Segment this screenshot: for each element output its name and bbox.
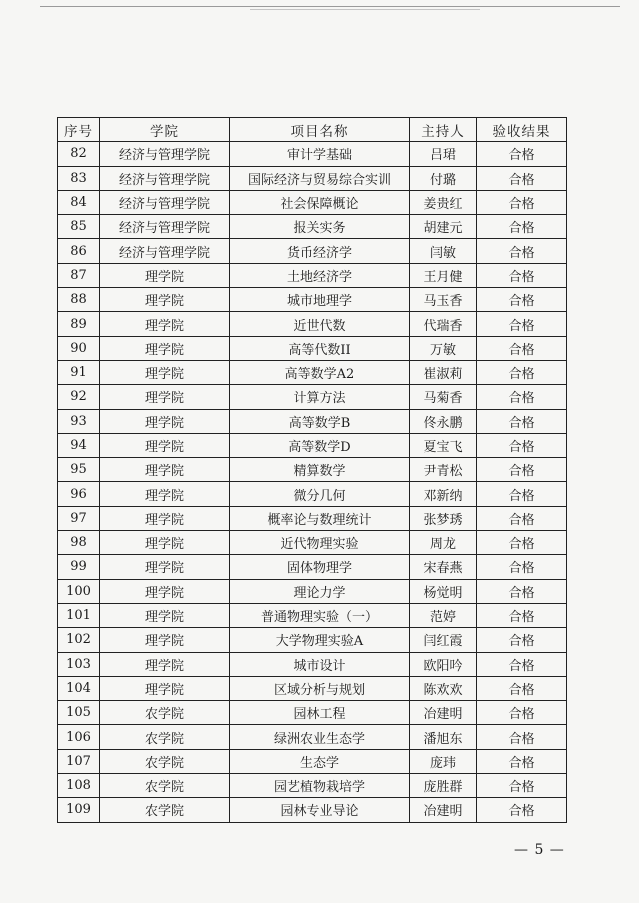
cell-college: 农学院 xyxy=(100,774,230,798)
cell-project: 报关实务 xyxy=(230,215,410,239)
cell-college: 理学院 xyxy=(100,579,230,603)
cell-host: 马玉香 xyxy=(410,288,477,312)
cell-no: 107 xyxy=(58,749,100,773)
cell-result: 合格 xyxy=(477,458,567,482)
cell-result: 合格 xyxy=(477,701,567,725)
cell-host: 胡建元 xyxy=(410,215,477,239)
cell-no: 87 xyxy=(58,263,100,287)
table-header-row xyxy=(58,118,567,142)
cell-project: 生态学 xyxy=(230,749,410,773)
cell-no: 100 xyxy=(58,579,100,603)
cell-host: 冶建明 xyxy=(410,701,477,725)
table-row xyxy=(58,166,567,190)
table-row xyxy=(58,215,567,239)
table-row xyxy=(58,190,567,214)
cell-project: 高等代数II xyxy=(230,336,410,360)
cell-college: 农学院 xyxy=(100,725,230,749)
cell-host: 闫红霞 xyxy=(410,628,477,652)
table-row xyxy=(58,579,567,603)
cell-no: 89 xyxy=(58,312,100,336)
cell-college: 经济与管理学院 xyxy=(100,215,230,239)
cell-project: 概率论与数理统计 xyxy=(230,506,410,530)
cell-no: 86 xyxy=(58,239,100,263)
table-row xyxy=(58,798,567,822)
cell-project: 精算数学 xyxy=(230,458,410,482)
cell-host: 周龙 xyxy=(410,531,477,555)
cell-host: 邓新纳 xyxy=(410,482,477,506)
header-no: 序号 xyxy=(58,118,100,142)
cell-project: 社会保障概论 xyxy=(230,190,410,214)
cell-college: 理学院 xyxy=(100,360,230,384)
cell-project: 园林专业导论 xyxy=(230,798,410,822)
cell-no: 93 xyxy=(58,409,100,433)
cell-result: 合格 xyxy=(477,628,567,652)
table-row xyxy=(58,506,567,530)
table-row xyxy=(58,701,567,725)
cell-no: 109 xyxy=(58,798,100,822)
cell-host: 姜贵红 xyxy=(410,190,477,214)
cell-no: 97 xyxy=(58,506,100,530)
cell-project: 理论力学 xyxy=(230,579,410,603)
cell-host: 庞胜群 xyxy=(410,774,477,798)
cell-project: 绿洲农业生态学 xyxy=(230,725,410,749)
cell-college: 理学院 xyxy=(100,652,230,676)
cell-result: 合格 xyxy=(477,725,567,749)
cell-result: 合格 xyxy=(477,579,567,603)
cell-host: 尹青松 xyxy=(410,458,477,482)
cell-result: 合格 xyxy=(477,749,567,773)
header-project: 项目名称 xyxy=(230,118,410,142)
cell-college: 农学院 xyxy=(100,701,230,725)
cell-result: 合格 xyxy=(477,142,567,166)
cell-host: 马菊香 xyxy=(410,385,477,409)
cell-college: 理学院 xyxy=(100,531,230,555)
cell-host: 夏宝飞 xyxy=(410,433,477,457)
cell-project: 高等数学D xyxy=(230,433,410,457)
table-row xyxy=(58,263,567,287)
cell-result: 合格 xyxy=(477,215,567,239)
cell-host: 冶建明 xyxy=(410,798,477,822)
cell-college: 理学院 xyxy=(100,385,230,409)
cell-college: 理学院 xyxy=(100,312,230,336)
cell-college: 理学院 xyxy=(100,288,230,312)
cell-no: 84 xyxy=(58,190,100,214)
cell-host: 欧阳吟 xyxy=(410,652,477,676)
cell-host: 潘旭东 xyxy=(410,725,477,749)
cell-result: 合格 xyxy=(477,482,567,506)
cell-result: 合格 xyxy=(477,385,567,409)
table-row xyxy=(58,531,567,555)
cell-result: 合格 xyxy=(477,555,567,579)
cell-no: 101 xyxy=(58,603,100,627)
cell-host: 代瑞香 xyxy=(410,312,477,336)
cell-college: 经济与管理学院 xyxy=(100,239,230,263)
cell-host: 闫敏 xyxy=(410,239,477,263)
cell-project: 计算方法 xyxy=(230,385,410,409)
cell-project: 城市设计 xyxy=(230,652,410,676)
cell-result: 合格 xyxy=(477,506,567,530)
cell-college: 经济与管理学院 xyxy=(100,190,230,214)
table-row xyxy=(58,555,567,579)
cell-result: 合格 xyxy=(477,774,567,798)
cell-host: 崔淑莉 xyxy=(410,360,477,384)
cell-project: 普通物理实验（一） xyxy=(230,603,410,627)
cell-no: 103 xyxy=(58,652,100,676)
cell-result: 合格 xyxy=(477,360,567,384)
cell-project: 固体物理学 xyxy=(230,555,410,579)
cell-result: 合格 xyxy=(477,166,567,190)
cell-no: 105 xyxy=(58,701,100,725)
cell-project: 货币经济学 xyxy=(230,239,410,263)
cell-no: 98 xyxy=(58,531,100,555)
cell-no: 95 xyxy=(58,458,100,482)
scan-edge-line xyxy=(40,6,620,7)
cell-result: 合格 xyxy=(477,288,567,312)
cell-host: 庞玮 xyxy=(410,749,477,773)
header-college: 学院 xyxy=(100,118,230,142)
table-row xyxy=(58,628,567,652)
cell-project: 大学物理实验A xyxy=(230,628,410,652)
cell-project: 审计学基础 xyxy=(230,142,410,166)
cell-result: 合格 xyxy=(477,312,567,336)
table-row xyxy=(58,409,567,433)
cell-college: 理学院 xyxy=(100,628,230,652)
cell-no: 94 xyxy=(58,433,100,457)
cell-college: 理学院 xyxy=(100,433,230,457)
cell-college: 理学院 xyxy=(100,409,230,433)
cell-host: 范婷 xyxy=(410,603,477,627)
cell-no: 91 xyxy=(58,360,100,384)
cell-project: 高等数学B xyxy=(230,409,410,433)
scan-edge-line xyxy=(250,9,480,10)
cell-no: 108 xyxy=(58,774,100,798)
acceptance-results-table xyxy=(57,117,567,823)
table-row xyxy=(58,725,567,749)
table-row xyxy=(58,312,567,336)
cell-result: 合格 xyxy=(477,263,567,287)
cell-result: 合格 xyxy=(477,652,567,676)
cell-result: 合格 xyxy=(477,798,567,822)
cell-host: 陈欢欢 xyxy=(410,676,477,700)
cell-host: 万敏 xyxy=(410,336,477,360)
table-row xyxy=(58,749,567,773)
table-row xyxy=(58,142,567,166)
cell-college: 经济与管理学院 xyxy=(100,142,230,166)
cell-project: 微分几何 xyxy=(230,482,410,506)
cell-college: 理学院 xyxy=(100,482,230,506)
table-row xyxy=(58,288,567,312)
cell-no: 104 xyxy=(58,676,100,700)
cell-college: 理学院 xyxy=(100,555,230,579)
cell-result: 合格 xyxy=(477,433,567,457)
table-row xyxy=(58,652,567,676)
table-row xyxy=(58,676,567,700)
cell-result: 合格 xyxy=(477,531,567,555)
cell-no: 106 xyxy=(58,725,100,749)
header-host: 主持人 xyxy=(410,118,477,142)
cell-result: 合格 xyxy=(477,409,567,433)
table-row xyxy=(58,336,567,360)
cell-college: 理学院 xyxy=(100,506,230,530)
table-row xyxy=(58,239,567,263)
page-number: — 5 — xyxy=(514,842,565,858)
table-row xyxy=(58,433,567,457)
table-row xyxy=(58,458,567,482)
table-row xyxy=(58,360,567,384)
cell-result: 合格 xyxy=(477,336,567,360)
cell-host: 王月健 xyxy=(410,263,477,287)
cell-host: 吕珺 xyxy=(410,142,477,166)
cell-no: 102 xyxy=(58,628,100,652)
cell-host: 张梦琇 xyxy=(410,506,477,530)
cell-no: 85 xyxy=(58,215,100,239)
table-row xyxy=(58,482,567,506)
cell-college: 理学院 xyxy=(100,263,230,287)
cell-project: 城市地理学 xyxy=(230,288,410,312)
cell-no: 92 xyxy=(58,385,100,409)
cell-result: 合格 xyxy=(477,190,567,214)
cell-no: 99 xyxy=(58,555,100,579)
cell-result: 合格 xyxy=(477,603,567,627)
cell-college: 理学院 xyxy=(100,336,230,360)
table-row xyxy=(58,603,567,627)
cell-college: 理学院 xyxy=(100,458,230,482)
cell-result: 合格 xyxy=(477,239,567,263)
cell-project: 园艺植物栽培学 xyxy=(230,774,410,798)
cell-no: 96 xyxy=(58,482,100,506)
cell-college: 农学院 xyxy=(100,798,230,822)
cell-no: 88 xyxy=(58,288,100,312)
cell-host: 杨觉明 xyxy=(410,579,477,603)
cell-project: 土地经济学 xyxy=(230,263,410,287)
cell-project: 园林工程 xyxy=(230,701,410,725)
cell-college: 理学院 xyxy=(100,603,230,627)
cell-host: 付璐 xyxy=(410,166,477,190)
cell-project: 近世代数 xyxy=(230,312,410,336)
cell-no: 83 xyxy=(58,166,100,190)
cell-college: 理学院 xyxy=(100,676,230,700)
cell-project: 国际经济与贸易综合实训 xyxy=(230,166,410,190)
table-body xyxy=(58,142,567,822)
cell-result: 合格 xyxy=(477,676,567,700)
cell-host: 宋春燕 xyxy=(410,555,477,579)
table-row xyxy=(58,774,567,798)
cell-no: 90 xyxy=(58,336,100,360)
cell-college: 农学院 xyxy=(100,749,230,773)
cell-project: 高等数学A2 xyxy=(230,360,410,384)
header-result: 验收结果 xyxy=(477,118,567,142)
cell-host: 佟永鹏 xyxy=(410,409,477,433)
cell-project: 近代物理实验 xyxy=(230,531,410,555)
cell-college: 经济与管理学院 xyxy=(100,166,230,190)
cell-no: 82 xyxy=(58,142,100,166)
cell-project: 区域分析与规划 xyxy=(230,676,410,700)
table-row xyxy=(58,385,567,409)
